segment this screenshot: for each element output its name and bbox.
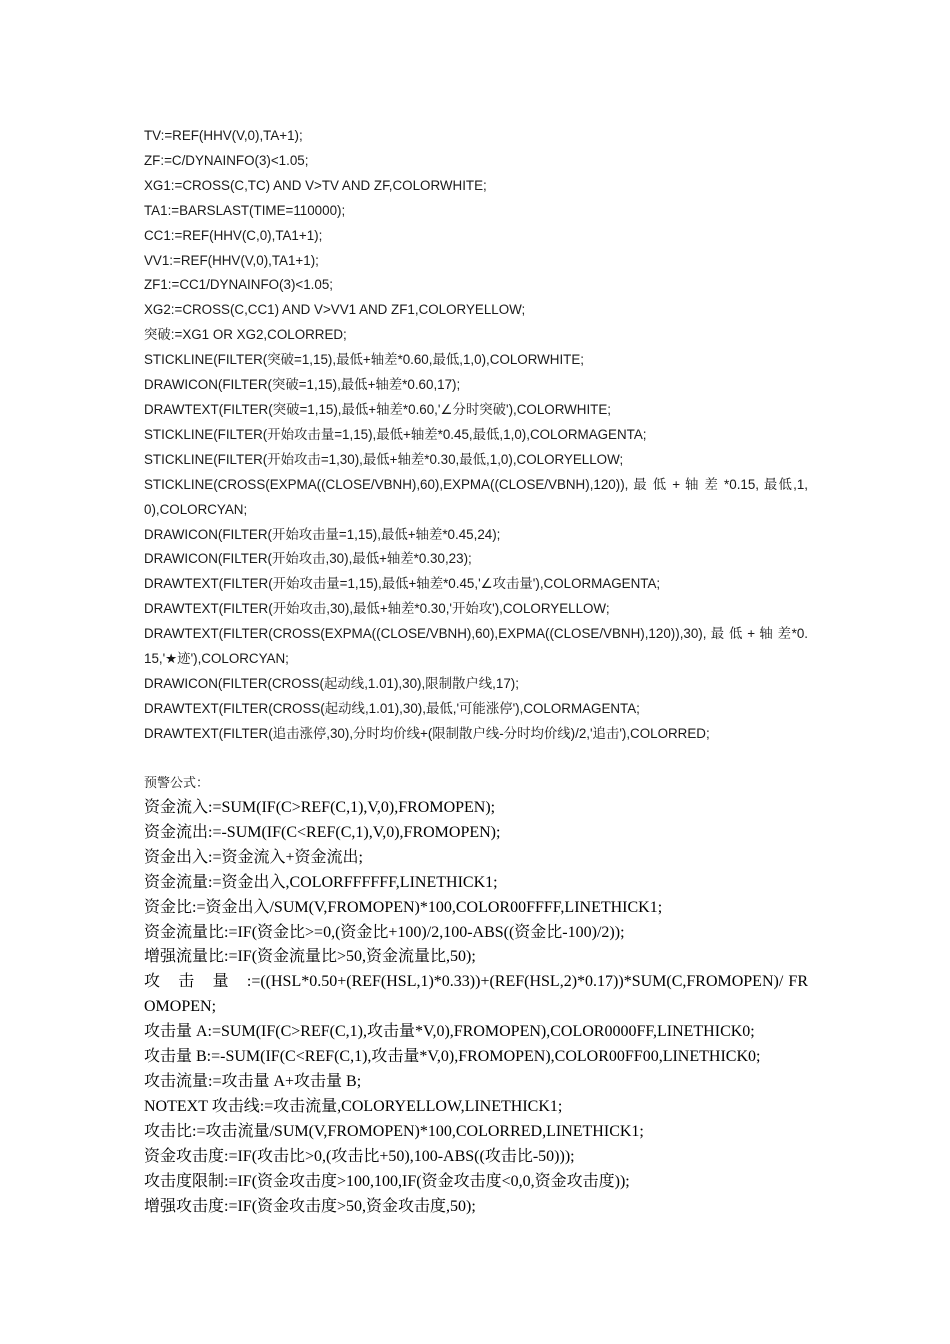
warning-line: 资金攻击度:=IF(攻击比>0,(攻击比+50),100-ABS((攻击比-50))); [144,1147,575,1165]
warning-line: 增强流量比:=IF(资金流量比>50,资金流量比,50); [144,948,476,966]
code-line: STICKLINE(CROSS(EXPMA((CLOSE/VBNH),60),EXPMA((CLOSE/VBNH),120)), 最 低 + 轴 差 *0.15, 最低,1,0),COLORCYAN; [144,476,808,517]
code-line: STICKLINE(FILTER(开始攻击量=1,15),最低+轴差*0.45,最低,1,0),COLORMAGENTA; [144,426,647,442]
code-line: XG2:=CROSS(C,CC1) AND V>VV1 AND ZF1,COLORYELLOW; [144,302,526,318]
code-line: DRAWTEXT(FILTER(开始攻击量=1,15),最低+轴差*0.45,'∠攻击量'),COLORMAGENTA; [144,576,661,592]
code-line: DRAWTEXT(FILTER(追击涨停,30),分时均价线+(限制散户线-分时均价线)/2,'追击'),COLORRED; [144,725,710,741]
warning-line: 资金出入:=资金流入+资金流出; [144,848,363,866]
code-line: STICKLINE(FILTER(开始攻击=1,30),最低+轴差*0.30,最低,1,0),COLORYELLOW; [144,451,624,467]
code-line: STICKLINE(FILTER(突破=1,15),最低+轴差*0.60,最低,1,0),COLORWHITE; [144,352,585,368]
warning-line: 攻击量 B:=-SUM(IF(C<REF(C,1),攻击量*V,0),FROMOPEN),COLOR00FF00,LINETHICK0; [144,1048,761,1066]
warning-line: 资金流量比:=IF(资金比>=0,(资金比+100)/2,100-ABS((资金比-100)/2)); [144,923,625,941]
warning-line: 攻击流量:=攻击量 A+攻击量 B; [144,1072,362,1090]
warning-line: 攻 击 量 :=((HSL*0.50+(REF(HSL,1)*0.33))+(REF(HSL,2)*0.17))*SUM(C,FROMOPEN)/ FROMOPEN; [144,973,808,1016]
code-line: DRAWICON(FILTER(开始攻击,30),最低+轴差*0.30,23); [144,551,472,567]
code-line: DRAWTEXT(FILTER(突破=1,15),最低+轴差*0.60,'∠分时突破'),COLORWHITE; [144,401,612,417]
code-line: TV:=REF(HHV(V,0),TA+1); [144,128,303,143]
code-line: ZF:=C/DYNAINFO(3)<1.05; [144,152,309,168]
code-line: DRAWTEXT(FILTER(开始攻击,30),最低+轴差*0.30,'开始攻'),COLORYELLOW; [144,601,610,617]
warning-line: 攻击量 A:=SUM(IF(C>REF(C,1),攻击量*V,0),FROMOPEN),COLOR0000FF,LINETHICK0; [144,1023,755,1041]
warning-line: 资金比:=资金出入/SUM(V,FROMOPEN)*100,COLOR00FFFF,LINETHICK1; [144,898,663,916]
code-line: DRAWTEXT(FILTER(CROSS(起动线,1.01),30),最低,'可能涨停'),COLORMAGENTA; [144,700,640,716]
warning-line: NOTEXT 攻击线:=攻击流量,COLORYELLOW,LINETHICK1; [144,1097,563,1115]
code-line: ZF1:=CC1/DYNAINFO(3)<1.05; [144,277,334,293]
warning-line: 增强攻击度:=IF(资金攻击度>50,资金攻击度,50); [144,1197,476,1215]
warning-line: 资金流出:=-SUM(IF(C<REF(C,1),V,0),FROMOPEN); [144,823,501,841]
warning-formula-block [144,796,808,1219]
warning-line: 资金流量:=资金出入,COLORFFFFFF,LINETHICK1; [144,873,498,891]
formula-code-block [144,124,808,747]
code-line: DRAWICON(FILTER(开始攻击量=1,15),最低+轴差*0.45,24); [144,526,501,542]
code-line: DRAWICON(FILTER(突破=1,15),最低+轴差*0.60,17); [144,377,461,393]
warning-line: 资金流入:=SUM(IF(C>REF(C,1),V,0),FROMOPEN); [144,799,496,816]
code-line: TA1:=BARSLAST(TIME=110000); [144,202,346,218]
warning-line: 攻击度限制:=IF(资金攻击度>100,100,IF(资金攻击度<0,0,资金攻击度)); [144,1172,630,1190]
code-line: CC1:=REF(HHV(C,0),TA1+1); [144,227,323,243]
warning-formula-heading: 预警公式： [144,776,210,791]
code-line: DRAWICON(FILTER(CROSS(起动线,1.01),30),限制散户线,17); [144,675,519,691]
code-line: XG1:=CROSS(C,TC) AND V>TV AND ZF,COLORWHITE; [144,177,487,193]
code-line: 突破:=XG1 OR XG2,COLORRED; [144,327,347,343]
warning-line: 攻击比:=攻击流量/SUM(V,FROMOPEN)*100,COLORRED,LINETHICK1; [144,1122,644,1140]
code-line: DRAWTEXT(FILTER(CROSS(EXPMA((CLOSE/VBNH),60),EXPMA((CLOSE/VBNH),120)),30), 最 低 + 轴 差*0.15,'★迹'),COLORCYAN; [144,626,808,667]
code-line: VV1:=REF(HHV(V,0),TA1+1); [144,252,319,268]
